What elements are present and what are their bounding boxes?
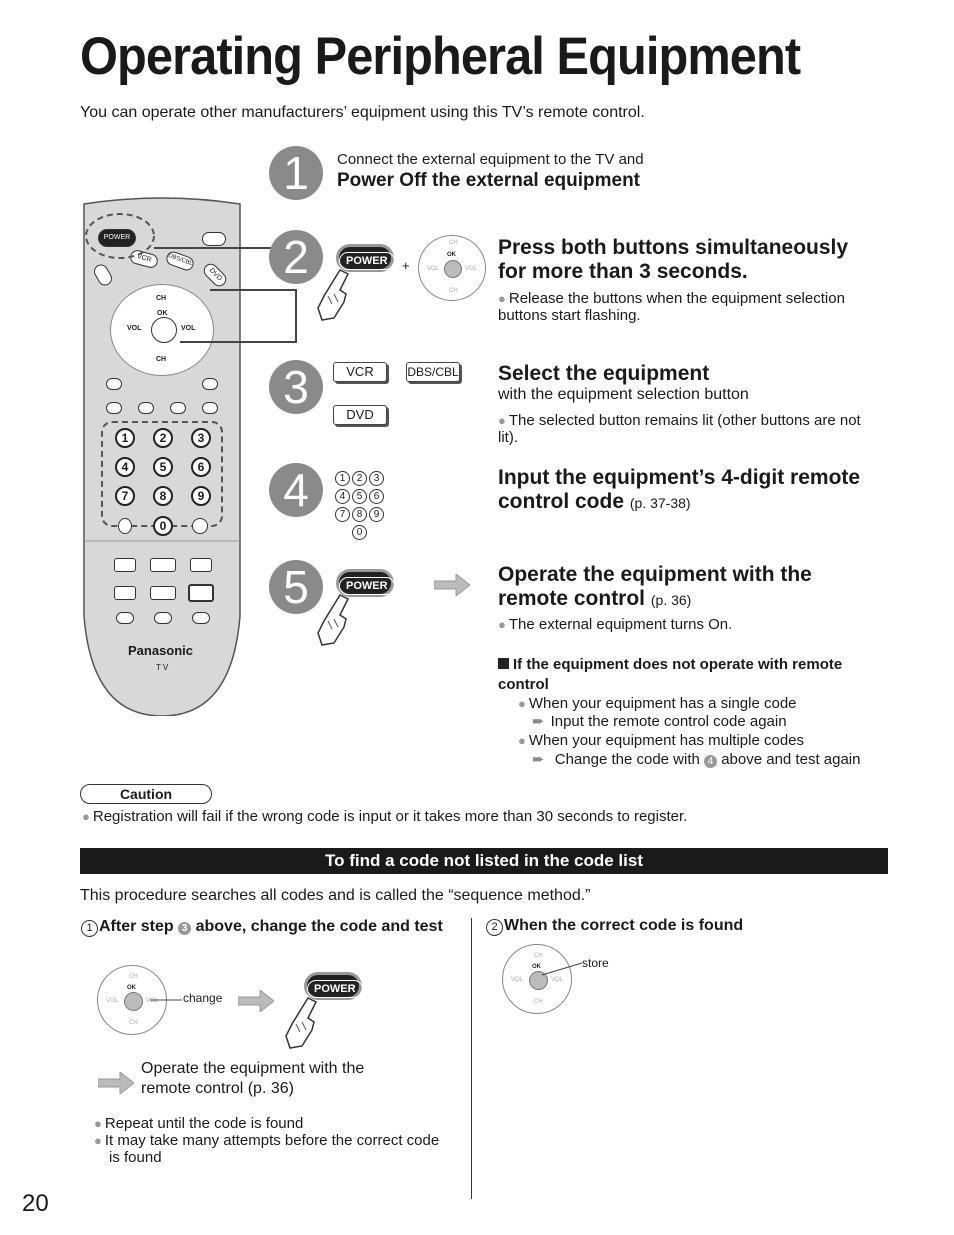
sequence-step-2-heading: 2 When the correct code is found — [485, 917, 743, 936]
step-3-number: 3 — [269, 360, 323, 414]
sequence-operate-text: Operate the equipment with the remote control (p. 36) — [141, 1060, 365, 1097]
step-2-heading: Press both buttons simultaneously for more than 3 seconds. — [498, 236, 849, 283]
remote-vcr-button: VCR — [129, 249, 160, 270]
trouble-multiple-action: ➨ Change the code with 4 above and test again — [532, 751, 860, 768]
store-label: store — [582, 956, 609, 970]
arrow-right-icon — [98, 1072, 134, 1094]
step-5-power-button: POWER — [336, 569, 394, 597]
square-bullet-icon — [498, 658, 509, 669]
remote-digit: 0 — [153, 516, 173, 536]
remote-tv-label: TV — [156, 663, 171, 672]
trouble-single-action: ➨ Input the remote control code again — [532, 713, 787, 730]
remote-digit: 1 — [115, 428, 135, 448]
remote-ch-up: CH — [156, 295, 167, 302]
caution-text: ● Registration will fail if the wrong code is input or it takes more than 30 seconds to register. — [82, 808, 687, 825]
step-4-heading: Input the equipment’s 4-digit remote control code (p. 37-38) — [498, 466, 861, 513]
caution-label: Caution — [80, 784, 212, 804]
remote-digit: 4 — [115, 457, 135, 477]
remote-ok: OK — [157, 310, 168, 317]
step-1-pre: Connect the external equipment to the TV and — [337, 151, 644, 168]
remote-vol-left: VOL — [127, 325, 142, 332]
step-3-bullet: ● The selected button remains lit (other buttons are not lit). — [498, 412, 883, 446]
dvd-key: DVD — [333, 405, 387, 425]
arrow-right-icon — [434, 574, 470, 596]
trouble-heading: If the equipment does not operate with remote control — [498, 656, 843, 693]
page-title: Operating Peripheral Equipment — [80, 27, 801, 86]
sequence-step-1-heading: 1 After step 3 above, change the code and test — [80, 917, 450, 937]
remote-digit: 7 — [115, 486, 135, 506]
plus-sign: + — [402, 258, 410, 273]
store-dpad-icon: CH OK VOL VOL CH — [502, 944, 572, 1014]
remote-digit: 3 — [191, 428, 211, 448]
remote-power-button: POWER — [98, 229, 136, 247]
sequence-power-button: POWER — [304, 972, 362, 1000]
page-number: 20 — [22, 1190, 49, 1217]
remote-digit: 8 — [153, 486, 173, 506]
hand-press-icon — [314, 268, 354, 323]
step-2-dpad-icon: CH OK VOL VOL CH — [418, 235, 486, 301]
remote-ch-down: CH — [156, 356, 167, 363]
callout-line — [540, 955, 584, 981]
step-2-bullet: ● Release the buttons when the equipment selection buttons start flashing. — [498, 290, 878, 324]
remote-digit: 9 — [191, 486, 211, 506]
hand-press-icon — [282, 996, 322, 1051]
remote-digit: 5 — [153, 457, 173, 477]
remote-dbs-button: DBS/CBL — [164, 250, 195, 273]
remote-vol-right: VOL — [181, 325, 196, 332]
section-intro: This procedure searches all codes and is called the “sequence method.” — [80, 887, 591, 904]
step-2-power-button: POWER — [336, 244, 394, 272]
step-1-number: 1 — [269, 146, 323, 200]
step-5-heading: Operate the equipment with the remote control (p. 36) — [498, 563, 812, 610]
step-5-bullet: ● The external equipment turns On. — [498, 616, 732, 633]
section-bar: To find a code not listed in the code list — [80, 848, 888, 874]
remote-dvd-button: DVD — [201, 261, 229, 289]
sequence-bullet: ● Repeat until the code is found — [94, 1115, 303, 1132]
remote-digit: 2 — [153, 428, 173, 448]
remote-brand: Panasonic — [128, 643, 194, 658]
step-4-keypad-icon: 1 2 3 4 5 6 7 8 9 0 — [334, 468, 394, 540]
step-5-number: 5 — [269, 560, 323, 614]
step-3-heading: Select the equipment — [498, 362, 710, 385]
trouble-multiple: ● When your equipment has multiple codes — [518, 732, 804, 749]
hand-press-icon — [314, 593, 354, 648]
step-1-heading: Power Off the external equipment — [337, 170, 640, 191]
change-label: change — [183, 991, 223, 1005]
column-divider — [471, 918, 472, 1199]
callout-line — [150, 990, 184, 1010]
sequence-bullet: ● It may take many attempts before the correct code is found — [94, 1132, 449, 1166]
step-4-number: 4 — [269, 463, 323, 517]
dbs-key: DBS/CBL — [406, 362, 460, 382]
step-2-number: 2 — [269, 230, 323, 284]
intro-text: You can operate other manufacturers’ equipment using this TV’s remote control. — [80, 104, 645, 121]
trouble-single: ● When your equipment has a single code — [518, 695, 797, 712]
sequence-dpad-icon: CH OK VOL VOL CH — [97, 965, 167, 1035]
arrow-right-icon — [238, 990, 274, 1012]
remote-digit: 6 — [191, 457, 211, 477]
step-3-sub: with the equipment selection button — [498, 386, 749, 403]
vcr-key: VCR — [333, 362, 387, 382]
